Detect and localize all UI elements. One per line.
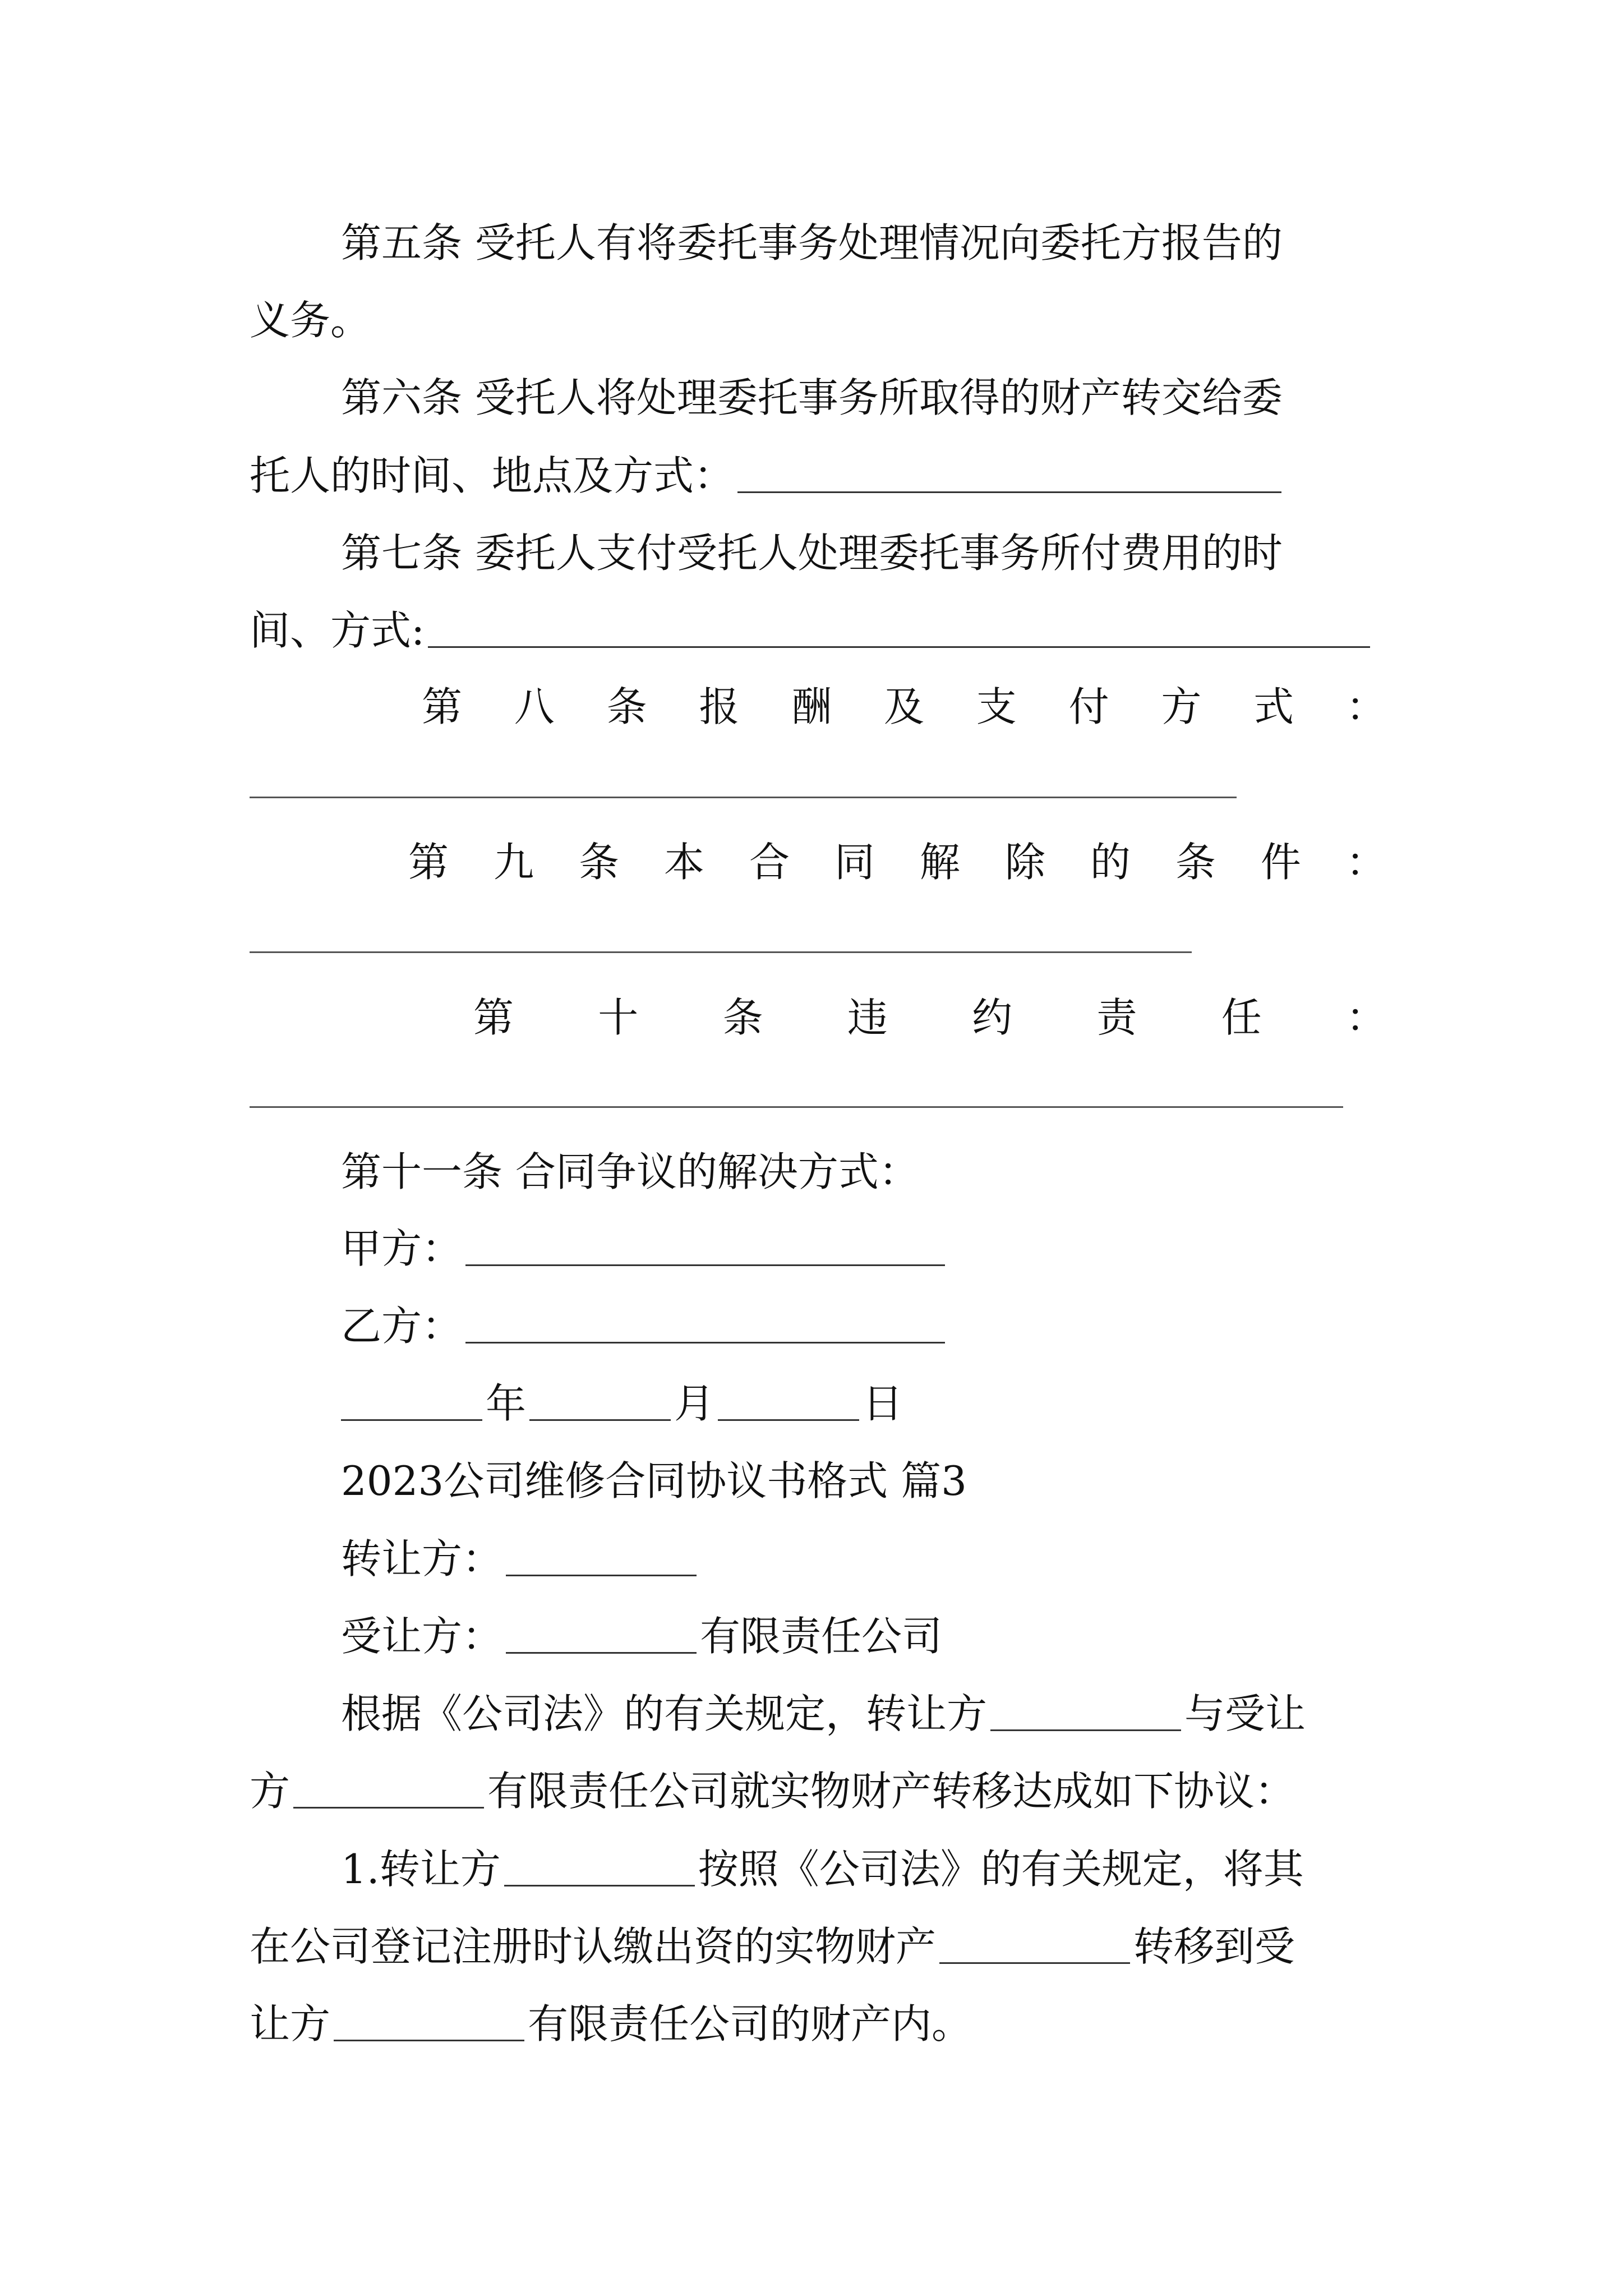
article-10-char: 责 xyxy=(1096,994,1137,1041)
article-11-line: 第十一条 合同争议的解决方式： xyxy=(341,1148,919,1195)
article-8-blank[interactable] xyxy=(250,797,1237,798)
article-6-line-1: 第六条 受托人将处理委托事务所取得的财产转交给委 xyxy=(341,374,1283,421)
article-10-heading xyxy=(473,990,1386,1046)
party-b-label: 乙方： xyxy=(341,1303,463,1350)
paragraph-2-line-2 xyxy=(250,1918,1388,1975)
p2-text-c: 在公司登记注册时认缴出资的实物财产 xyxy=(250,1923,937,1970)
p2-text-f: 有限责任公司的财产内。 xyxy=(528,2000,972,2047)
party-a-blank[interactable] xyxy=(465,1228,945,1266)
article-9-char: 九 xyxy=(493,839,534,886)
p2-blank-3[interactable] xyxy=(334,2004,524,2041)
date-line xyxy=(341,1375,1388,1432)
article-9-char: 第 xyxy=(408,839,449,886)
p2-blank-1[interactable] xyxy=(504,1849,695,1887)
transferor-line xyxy=(341,1531,1388,1587)
p1-text-d: 有限责任公司就实物财产转移达成如下协议： xyxy=(487,1768,1295,1815)
p1-text-a: 根据《公司法》的有关规定，转让方 xyxy=(341,1690,988,1737)
article-8-char: ： xyxy=(1345,683,1386,730)
article-7-line-2 xyxy=(250,602,1388,659)
article-9-char: 解 xyxy=(919,839,960,886)
article-10-char: 违 xyxy=(847,994,888,1041)
p2-blank-2[interactable] xyxy=(939,1926,1130,1964)
transferee-blank[interactable] xyxy=(506,1616,697,1654)
article-9-char: 条 xyxy=(578,839,619,886)
month-blank[interactable] xyxy=(529,1383,671,1421)
day-blank[interactable] xyxy=(718,1383,859,1421)
article-5-line-2: 义务。 xyxy=(250,297,371,344)
article-9-blank[interactable] xyxy=(250,951,1192,953)
article-10-char: ： xyxy=(1345,994,1386,1041)
article-10-char: 第 xyxy=(473,994,514,1041)
paragraph-2-line-3 xyxy=(250,1996,1388,2052)
month-label: 月 xyxy=(674,1380,715,1427)
article-8-char: 酬 xyxy=(791,683,832,730)
paragraph-1-line-1 xyxy=(341,1686,1388,1742)
article-6-text: 托人的时间、地点及方式： xyxy=(250,452,735,499)
party-a-line xyxy=(341,1221,1388,1277)
article-6-blank[interactable] xyxy=(737,455,1281,493)
article-7-text: 间、方式: xyxy=(250,607,425,654)
article-6-line-2 xyxy=(250,448,1388,504)
article-7-line-1: 第七条 委托人支付受托人处理委托事务所付费用的时 xyxy=(341,530,1283,577)
article-10-char: 约 xyxy=(972,994,1013,1041)
article-10-char: 十 xyxy=(598,994,639,1041)
year-blank[interactable] xyxy=(341,1383,482,1421)
transferee-line xyxy=(341,1608,1388,1664)
article-9-char: 的 xyxy=(1090,839,1131,886)
paragraph-1-line-2 xyxy=(250,1763,1388,1819)
article-10-blank[interactable] xyxy=(250,1106,1343,1108)
p2-text-b: 按照《公司法》的有关规定，将其 xyxy=(698,1846,1304,1893)
article-5-line-1: 第五条 受托人有将委托事务处理情况向委托方报告的 xyxy=(341,219,1283,266)
transferor-label: 转让方： xyxy=(341,1535,503,1582)
article-9-char: 条 xyxy=(1175,839,1216,886)
article-8-char: 及 xyxy=(883,683,924,730)
article-8-char: 八 xyxy=(514,683,555,730)
article-10-char: 条 xyxy=(722,994,763,1041)
article-9-char: 合 xyxy=(749,839,790,886)
article-9-heading xyxy=(408,834,1386,890)
article-9-char: ： xyxy=(1345,839,1386,886)
article-9-char: 本 xyxy=(663,839,704,886)
transferee-suffix: 有限责任公司 xyxy=(700,1613,943,1660)
p2-text-a: 1.转让方 xyxy=(341,1846,501,1893)
article-8-char: 方 xyxy=(1161,683,1202,730)
p1-blank-2[interactable] xyxy=(293,1771,484,1809)
transferee-label: 受让方： xyxy=(341,1613,503,1660)
p1-text-c: 方 xyxy=(250,1768,291,1815)
article-8-heading xyxy=(422,679,1386,735)
party-b-line xyxy=(341,1298,1388,1354)
p1-blank-1[interactable] xyxy=(990,1694,1181,1731)
article-8-char: 支 xyxy=(976,683,1017,730)
article-8-char: 第 xyxy=(422,683,463,730)
paragraph-2-line-1 xyxy=(341,1841,1388,1897)
party-a-label: 甲方： xyxy=(341,1225,463,1272)
article-8-char: 条 xyxy=(606,683,647,730)
party-b-blank[interactable] xyxy=(465,1306,945,1343)
article-9-char: 同 xyxy=(834,839,875,886)
article-9-char: 除 xyxy=(1004,839,1045,886)
p2-text-e: 让方 xyxy=(250,2000,331,2047)
article-7-blank[interactable] xyxy=(428,610,1370,648)
article-8-char: 付 xyxy=(1068,683,1109,730)
p2-text-d: 转移到受 xyxy=(1133,1923,1295,1970)
article-8-char: 报 xyxy=(699,683,740,730)
article-9-char: 件 xyxy=(1260,839,1301,886)
p1-text-b: 与受让 xyxy=(1184,1690,1306,1737)
section-3-title: 2023公司维修合同协议书格式 篇3 xyxy=(341,1457,967,1504)
article-8-char: 式 xyxy=(1253,683,1294,730)
article-10-char: 任 xyxy=(1221,994,1262,1041)
year-label: 年 xyxy=(486,1380,527,1427)
transferor-blank[interactable] xyxy=(506,1539,697,1576)
day-label: 日 xyxy=(863,1380,903,1427)
